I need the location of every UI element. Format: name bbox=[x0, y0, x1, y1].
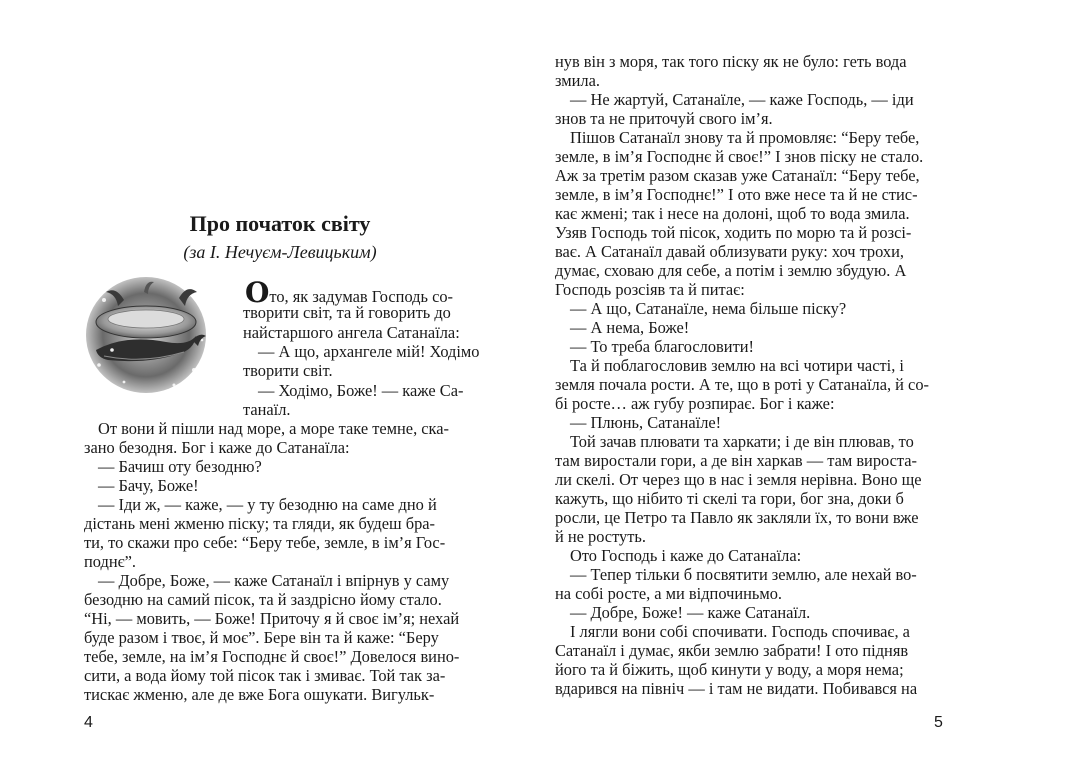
text-line: бі росте… аж губу розпирає. Бог і каже: bbox=[555, 394, 835, 413]
text-line: там виростали гори, а де він харкав — там вироста- bbox=[555, 451, 917, 470]
text-line: поднє”. bbox=[84, 552, 137, 571]
text-line: — Тепер тільки б посвятити землю, але нехай во- bbox=[570, 565, 917, 584]
text-line: його та й біжить, щоб кинути у воду, а моря нема; bbox=[555, 660, 904, 679]
text-line: “Ні, — мовить, — Боже! Приточу я й своє ім’я; нехай bbox=[84, 609, 460, 628]
text-line: — Іди ж, — каже, — у ту безодню на саме дно й bbox=[98, 495, 437, 514]
whale-carrying-earth-dish-illustration bbox=[84, 270, 209, 395]
text-line: Ото, як задумав Господь со- bbox=[245, 276, 454, 309]
text-line: й не ростуть. bbox=[555, 527, 646, 546]
text-line: нув він з моря, так того піску як не було: геть вода bbox=[555, 52, 907, 71]
text-line: Узяв Господь той пісок, ходить по морю та й розсі- bbox=[555, 223, 912, 242]
text-line: — А що, Сатанаїле, нема більше піску? bbox=[570, 299, 847, 318]
text-line: знов та не приточуй свого ім’я. bbox=[555, 109, 773, 128]
text-line: — Не жартуй, Сатанаїле, — каже Господь, — іди bbox=[570, 90, 914, 109]
text-line: земле, в ім’я Господнє!” І ото вже несе та й не стис- bbox=[555, 185, 918, 204]
text-line: творити світ, та й говорить до bbox=[243, 303, 451, 322]
text-line: земля почала рости. А те, що в роті у Сатанаїла, й со- bbox=[555, 375, 929, 394]
text-line: — То треба благословити! bbox=[570, 337, 754, 356]
text-line: Ото Господь і каже до Сатанаїла: bbox=[570, 546, 802, 565]
text-line: І лягли вони собі спочивати. Господь спочиває, а bbox=[570, 622, 910, 641]
text-line: сити, а вода йому той пісок так і змиває. Той так за- bbox=[84, 666, 446, 685]
page-number-left: 4 bbox=[84, 714, 93, 731]
text-line: на собі росте, а ми відпочиньмо. bbox=[555, 584, 783, 603]
text-line: безодню на самий пісок, та й заздрісно йому стало. bbox=[84, 590, 442, 609]
text-line: думає, сховаю для себе, а потім і землю збудую. А bbox=[555, 261, 907, 280]
text-line: кає жмені; так і несе на долоні, щоб то вода змила. bbox=[555, 204, 910, 223]
text-line: тискає жменю, але де вже Бога ошукати. Вигульк- bbox=[84, 685, 435, 704]
text-line: Аж за третім разом сказав уже Сатанаїл: “Беру тебе, bbox=[555, 166, 920, 185]
text-line: Сатанаїл і думає, якби землю забрати! І ото підняв bbox=[555, 641, 909, 660]
text-line: ває. А Сатанаїл давай облизувати руку: хоч трохи, bbox=[555, 242, 904, 261]
text-line: вдарився на північ — і там не видати. Побивався на bbox=[555, 679, 918, 698]
right-page bbox=[533, 0, 1066, 766]
text-line: зано безодня. Бог і каже до Сатанаїла: bbox=[84, 438, 350, 457]
text-line: — Добре, Боже, — каже Сатанаїл і впірнув у саму bbox=[98, 571, 450, 590]
text-line: Той зачав плювати та харкати; і де він плював, то bbox=[570, 432, 914, 451]
text-line: От вони й пішли над море, а море таке темне, ска- bbox=[98, 419, 449, 438]
chapter-subtitle: (за І. Нечуєм-Левицьким) bbox=[183, 242, 377, 262]
text-line: найстаршого ангела Сатанаїла: bbox=[243, 323, 460, 342]
text-line: Та й поблагословив землю на всі чотири часті, і bbox=[570, 356, 904, 375]
text-line: змила. bbox=[555, 71, 600, 90]
text-line: танаїл. bbox=[243, 400, 291, 419]
drop-cap: О bbox=[245, 276, 270, 309]
text-line: — Ходімо, Боже! — каже Са- bbox=[258, 381, 464, 400]
text-line: росли, це Петро та Павло як закляли їх, то вони вже bbox=[555, 508, 919, 527]
text-line: Господь розсіяв та й питає: bbox=[555, 280, 745, 299]
text-line: творити світ. bbox=[243, 361, 333, 380]
text-line: ти, то скажи про себе: “Беру тебе, земле, в ім’я Гос- bbox=[84, 533, 446, 552]
chapter-title: Про початок світу bbox=[189, 211, 371, 236]
text-line: — Плюнь, Сатанаїле! bbox=[570, 413, 722, 432]
text-line: буде разом і твоє, й моє”. Бере він та й каже: “Беру bbox=[84, 628, 439, 647]
text-line: — А що, архангеле мій! Ходімо bbox=[258, 342, 480, 361]
text-line: — Бачиш оту безодню? bbox=[98, 457, 262, 476]
text-line: Пішов Сатанаїл знову та й промовляє: “Беру тебе, bbox=[570, 128, 920, 147]
text-line: — Добре, Боже! — каже Сатанаїл. bbox=[570, 603, 811, 622]
text-line: кажуть, що нібито ті скелі та гори, бог зна, доки б bbox=[555, 489, 904, 508]
text-line: земле, в ім’я Господнє й своє!” І знов піску не стало. bbox=[555, 147, 924, 166]
text-line: ли скелі. От через що в нас і земля нерівна. Воно ще bbox=[555, 470, 922, 489]
text-line: — А нема, Боже! bbox=[570, 318, 690, 337]
page-number-right: 5 bbox=[934, 714, 943, 731]
text-line: тебе, земле, на ім’я Господнє й своє!” Довелося вино- bbox=[84, 647, 460, 666]
text-line: — Бачу, Боже! bbox=[98, 476, 199, 495]
text-line: дістань мені жменю піску; та гляди, як будеш бра- bbox=[84, 514, 435, 533]
